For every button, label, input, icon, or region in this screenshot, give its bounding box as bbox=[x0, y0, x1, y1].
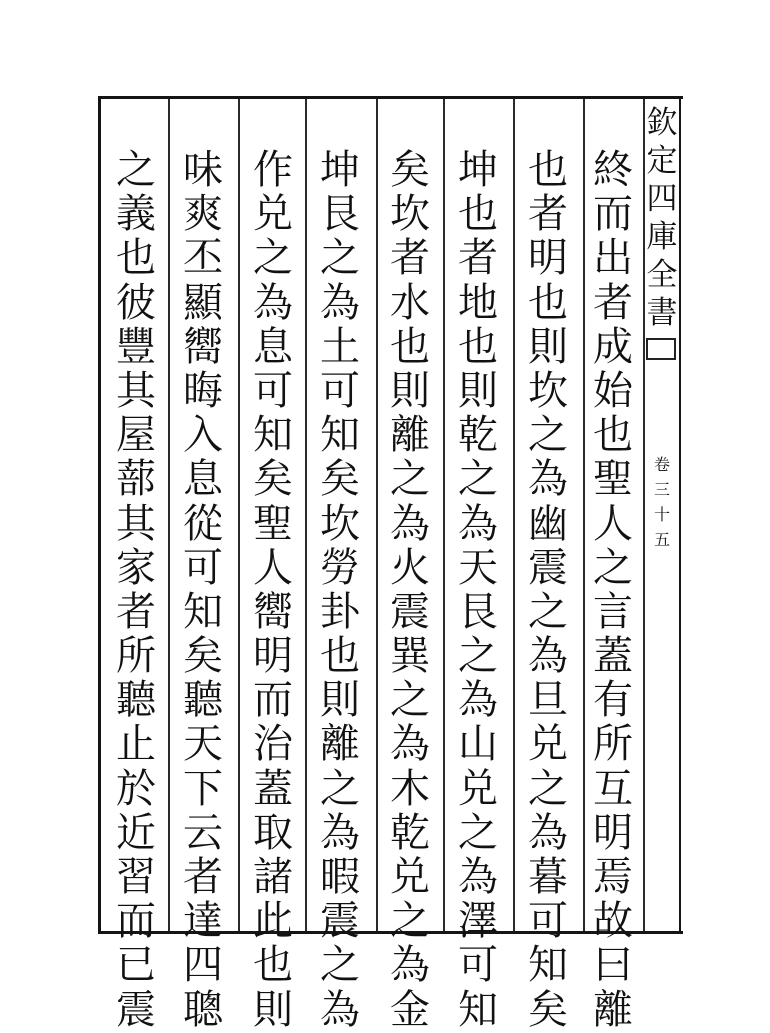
glyph: 而 bbox=[593, 191, 633, 238]
column-rule bbox=[305, 99, 307, 931]
glyph: 蓋 bbox=[593, 633, 633, 680]
glyph: 云 bbox=[183, 809, 223, 856]
glyph: 之 bbox=[528, 765, 568, 812]
glyph: 此 bbox=[253, 898, 293, 945]
glyph: 欽 bbox=[646, 105, 678, 141]
glyph: 為 bbox=[320, 809, 360, 856]
glyph: 者 bbox=[390, 235, 430, 282]
glyph: 明 bbox=[528, 235, 568, 282]
glyph: 天 bbox=[458, 544, 498, 591]
glyph: 出 bbox=[593, 235, 633, 282]
glyph: 治 bbox=[253, 721, 293, 768]
glyph: 知 bbox=[458, 986, 498, 1033]
glyph: 巽 bbox=[390, 633, 430, 680]
text-column-5 bbox=[312, 148, 368, 1032]
glyph: 暮 bbox=[528, 854, 568, 900]
glyph: 之 bbox=[458, 633, 498, 680]
sidebar-mark bbox=[646, 338, 676, 360]
glyph: 可 bbox=[183, 544, 223, 591]
glyph: 者 bbox=[183, 854, 223, 900]
glyph: 為 bbox=[390, 500, 430, 547]
glyph: 三 bbox=[653, 480, 670, 499]
glyph: 豐 bbox=[116, 323, 156, 370]
glyph: 之 bbox=[320, 765, 360, 812]
glyph: 知 bbox=[320, 412, 360, 459]
glyph: 也 bbox=[528, 147, 568, 193]
glyph: 習 bbox=[116, 854, 156, 900]
glyph: 天 bbox=[183, 721, 223, 768]
glyph: 焉 bbox=[593, 854, 633, 900]
sidebar-title bbox=[642, 104, 682, 332]
glyph: 彼 bbox=[116, 279, 156, 326]
glyph: 聖 bbox=[253, 500, 293, 547]
glyph: 終 bbox=[593, 147, 633, 193]
glyph: 為 bbox=[320, 986, 360, 1033]
glyph: 震 bbox=[320, 898, 360, 945]
glyph: 從 bbox=[183, 500, 223, 547]
glyph: 艮 bbox=[320, 191, 360, 238]
glyph: 之 bbox=[320, 942, 360, 989]
glyph: 四 bbox=[646, 181, 678, 217]
glyph: 土 bbox=[320, 323, 360, 370]
glyph: 兑 bbox=[253, 191, 293, 238]
glyph: 也 bbox=[528, 279, 568, 326]
glyph: 可 bbox=[458, 942, 498, 989]
glyph: 為 bbox=[458, 500, 498, 547]
glyph: 之 bbox=[593, 544, 633, 591]
glyph: 十 bbox=[653, 505, 670, 524]
glyph: 曰 bbox=[593, 942, 633, 989]
glyph: 水 bbox=[390, 279, 430, 326]
glyph: 卷 bbox=[653, 455, 670, 474]
column-rule bbox=[238, 99, 240, 931]
glyph: 已 bbox=[116, 942, 156, 989]
glyph: 達 bbox=[183, 898, 223, 945]
glyph: 兑 bbox=[390, 854, 430, 900]
glyph: 義 bbox=[116, 191, 156, 238]
glyph: 者 bbox=[528, 191, 568, 238]
sidebar-volume bbox=[642, 452, 682, 552]
glyph: 則 bbox=[320, 677, 360, 724]
text-column-6 bbox=[245, 148, 301, 1032]
glyph: 之 bbox=[390, 898, 430, 945]
text-column-4 bbox=[382, 148, 438, 1032]
glyph: 坎 bbox=[320, 500, 360, 547]
glyph: 全 bbox=[646, 257, 678, 293]
glyph: 明 bbox=[593, 809, 633, 856]
glyph: 山 bbox=[458, 721, 498, 768]
glyph: 則 bbox=[528, 323, 568, 370]
glyph: 坎 bbox=[390, 191, 430, 238]
glyph: 而 bbox=[116, 898, 156, 945]
glyph: 震 bbox=[390, 588, 430, 635]
glyph: 之 bbox=[253, 235, 293, 282]
column-rule bbox=[376, 99, 378, 931]
glyph: 之 bbox=[320, 235, 360, 282]
glyph: 聽 bbox=[116, 677, 156, 724]
glyph: 取 bbox=[253, 809, 293, 856]
glyph: 也 bbox=[458, 191, 498, 238]
glyph: 為 bbox=[253, 279, 293, 326]
glyph: 坤 bbox=[320, 147, 360, 193]
glyph: 有 bbox=[593, 677, 633, 724]
text-column-8 bbox=[108, 148, 164, 1032]
glyph: 顯 bbox=[183, 279, 223, 326]
glyph: 兑 bbox=[528, 721, 568, 768]
glyph: 於 bbox=[116, 765, 156, 812]
glyph: 地 bbox=[458, 279, 498, 326]
glyph: 庫 bbox=[646, 219, 678, 255]
glyph: 人 bbox=[253, 544, 293, 591]
glyph: 金 bbox=[390, 986, 430, 1033]
glyph: 澤 bbox=[458, 898, 498, 945]
column-rule bbox=[443, 99, 445, 931]
glyph: 止 bbox=[116, 721, 156, 768]
glyph: 晦 bbox=[183, 367, 223, 414]
glyph: 成 bbox=[593, 323, 633, 370]
text-column-7 bbox=[175, 148, 231, 1032]
glyph: 息 bbox=[183, 456, 223, 503]
glyph: 之 bbox=[116, 147, 156, 193]
glyph: 互 bbox=[593, 765, 633, 812]
glyph: 家 bbox=[116, 544, 156, 591]
glyph: 坎 bbox=[528, 367, 568, 414]
glyph: 者 bbox=[458, 235, 498, 282]
glyph: 為 bbox=[390, 942, 430, 989]
glyph: 之 bbox=[528, 588, 568, 635]
glyph: 味 bbox=[183, 147, 223, 193]
glyph: 離 bbox=[593, 986, 633, 1033]
glyph: 矣 bbox=[253, 456, 293, 503]
glyph: 聰 bbox=[183, 986, 223, 1033]
glyph: 坤 bbox=[458, 147, 498, 193]
glyph: 入 bbox=[183, 412, 223, 459]
glyph: 之 bbox=[528, 412, 568, 459]
glyph: 始 bbox=[593, 367, 633, 414]
glyph: 則 bbox=[390, 367, 430, 414]
glyph: 也 bbox=[390, 323, 430, 370]
glyph: 為 bbox=[320, 279, 360, 326]
glyph: 下 bbox=[183, 765, 223, 812]
glyph: 四 bbox=[183, 942, 223, 989]
glyph: 矣 bbox=[320, 456, 360, 503]
glyph: 為 bbox=[528, 809, 568, 856]
glyph: 之 bbox=[390, 456, 430, 503]
glyph: 所 bbox=[593, 721, 633, 768]
glyph: 明 bbox=[253, 633, 293, 680]
glyph: 蔀 bbox=[116, 456, 156, 503]
glyph: 人 bbox=[593, 500, 633, 547]
glyph: 震 bbox=[528, 544, 568, 591]
glyph: 蓋 bbox=[253, 765, 293, 812]
glyph: 則 bbox=[253, 986, 293, 1033]
glyph: 而 bbox=[253, 677, 293, 724]
glyph: 知 bbox=[253, 412, 293, 459]
glyph: 言 bbox=[593, 588, 633, 635]
glyph: 知 bbox=[528, 942, 568, 989]
glyph: 木 bbox=[390, 765, 430, 812]
glyph: 屋 bbox=[116, 412, 156, 459]
glyph: 嚮 bbox=[253, 588, 293, 635]
glyph: 爽 bbox=[183, 191, 223, 238]
glyph: 者 bbox=[593, 279, 633, 326]
glyph: 之 bbox=[390, 677, 430, 724]
glyph: 為 bbox=[458, 677, 498, 724]
glyph: 矣 bbox=[183, 633, 223, 680]
glyph: 為 bbox=[458, 854, 498, 900]
glyph: 旦 bbox=[528, 677, 568, 724]
glyph: 者 bbox=[116, 588, 156, 635]
glyph: 也 bbox=[320, 633, 360, 680]
glyph: 為 bbox=[390, 721, 430, 768]
glyph: 也 bbox=[458, 323, 498, 370]
glyph: 可 bbox=[528, 898, 568, 945]
glyph: 作 bbox=[253, 147, 293, 193]
glyph: 知 bbox=[183, 588, 223, 635]
glyph: 離 bbox=[390, 412, 430, 459]
glyph: 火 bbox=[390, 544, 430, 591]
glyph: 諸 bbox=[253, 854, 293, 900]
glyph: 之 bbox=[458, 809, 498, 856]
glyph: 聽 bbox=[183, 677, 223, 724]
glyph: 暇 bbox=[320, 854, 360, 900]
column-rule bbox=[168, 99, 170, 931]
glyph: 為 bbox=[528, 633, 568, 680]
glyph: 艮 bbox=[458, 588, 498, 635]
glyph: 聖 bbox=[593, 456, 633, 503]
text-column-3 bbox=[450, 148, 506, 1032]
glyph: 乾 bbox=[458, 412, 498, 459]
glyph: 離 bbox=[320, 721, 360, 768]
glyph: 五 bbox=[653, 530, 670, 549]
glyph: 也 bbox=[593, 412, 633, 459]
glyph: 卦 bbox=[320, 588, 360, 635]
glyph: 兑 bbox=[458, 765, 498, 812]
glyph: 矣 bbox=[528, 986, 568, 1033]
glyph: 其 bbox=[116, 500, 156, 547]
glyph: 也 bbox=[116, 235, 156, 282]
glyph: 乾 bbox=[390, 809, 430, 856]
glyph: 嚮 bbox=[183, 323, 223, 370]
glyph: 則 bbox=[458, 367, 498, 414]
glyph: 故 bbox=[593, 898, 633, 945]
glyph: 矣 bbox=[390, 147, 430, 193]
glyph: 勞 bbox=[320, 544, 360, 591]
glyph: 之 bbox=[458, 456, 498, 503]
glyph: 定 bbox=[646, 143, 678, 179]
glyph: 可 bbox=[320, 367, 360, 414]
glyph: 所 bbox=[116, 633, 156, 680]
glyph: 近 bbox=[116, 809, 156, 856]
glyph: 其 bbox=[116, 367, 156, 414]
glyph: 為 bbox=[528, 456, 568, 503]
glyph: 震 bbox=[116, 986, 156, 1033]
column-rule bbox=[513, 99, 515, 931]
glyph: 可 bbox=[253, 367, 293, 414]
glyph: 丕 bbox=[183, 235, 223, 282]
glyph: 書 bbox=[646, 295, 678, 331]
glyph: 幽 bbox=[528, 500, 568, 547]
glyph: 也 bbox=[253, 942, 293, 989]
text-column-1 bbox=[585, 148, 641, 1032]
text-column-2 bbox=[520, 148, 576, 1032]
glyph: 息 bbox=[253, 323, 293, 370]
